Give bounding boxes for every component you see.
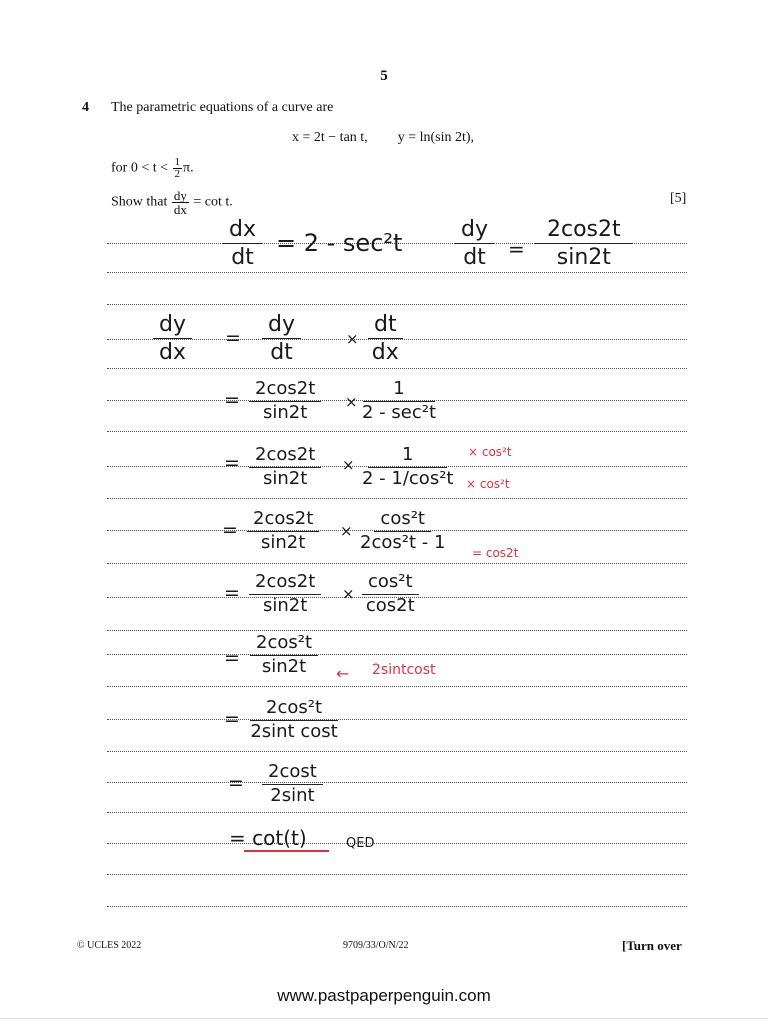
- equals-sign: =: [224, 389, 240, 411]
- answer-line: [107, 782, 687, 783]
- chain-dtdx-den: dx: [371, 340, 399, 366]
- answer-line: [107, 686, 687, 687]
- times-sign: ×: [342, 585, 355, 603]
- step3-b-fraction: [362, 380, 436, 423]
- times-sign: ×: [340, 522, 353, 540]
- dxdt-rhs: = 2 - sec²t: [276, 229, 403, 257]
- equals-sign: =: [224, 582, 240, 604]
- dydt-rhs-fraction: [535, 218, 633, 269]
- step3-a-den: sin2t: [262, 401, 308, 423]
- answer-line: [107, 272, 687, 273]
- step6-b-den: cos2t: [365, 594, 415, 616]
- dydt-rhs-num: 2cos2t: [535, 218, 633, 244]
- dydx-fraction: [153, 313, 192, 364]
- step4-b-fraction: [362, 446, 453, 489]
- answer-line: [107, 812, 687, 813]
- step5-b-num: cos²t: [374, 510, 431, 532]
- step4-b-den: 2 - 1/cos²t: [362, 467, 454, 489]
- answer-line: [107, 498, 687, 499]
- parametric-equations: [292, 130, 474, 146]
- equals-sign: =: [222, 519, 238, 541]
- answer-line: [107, 751, 687, 752]
- dy-dx-den: dx: [173, 202, 187, 217]
- step6-b-fraction: [362, 573, 419, 616]
- answer-line: [107, 368, 687, 369]
- step3-b-num: 1: [363, 380, 434, 402]
- annotation-eq-cos2t: = cos2t: [472, 546, 519, 560]
- equals-sign: =: [224, 708, 240, 730]
- answer-line: [107, 563, 687, 564]
- equals-sign: =: [228, 772, 244, 794]
- show-that-statement: [111, 189, 233, 216]
- dydt-fraction: [455, 218, 494, 269]
- step3-a-fraction: [249, 380, 321, 423]
- domain-prefix: for 0 < t <: [111, 160, 169, 176]
- dydx-num: dy: [153, 313, 192, 339]
- answer-underline: [244, 850, 329, 852]
- answer-line: [107, 630, 687, 631]
- copyright: © UCLES 2022: [77, 940, 142, 951]
- domain-fraction-den: 2: [174, 168, 181, 180]
- page-number: 5: [380, 68, 388, 84]
- answer-line: [107, 906, 687, 907]
- step3-a-num: 2cos2t: [249, 380, 321, 402]
- show-prefix: Show that: [111, 194, 168, 210]
- dxdt-num: dx: [223, 218, 262, 244]
- dydt-eq: =: [508, 237, 525, 261]
- domain-condition: [111, 157, 194, 180]
- annotation-2sintcost: 2sintcost: [372, 662, 436, 678]
- step4-a-den: sin2t: [262, 467, 308, 489]
- equals-sign: =: [224, 647, 240, 669]
- dydt-rhs-den: sin2t: [556, 245, 611, 271]
- step4-a-num: 2cos2t: [249, 446, 321, 468]
- step6-a-num: 2cos2t: [249, 573, 321, 595]
- question-number: 4: [82, 100, 89, 115]
- equals-sign: =: [224, 452, 240, 474]
- times-sign: ×: [346, 330, 359, 348]
- chain-dtdx-fraction: [368, 313, 403, 364]
- answer-line: [107, 304, 687, 305]
- chain-dydt-fraction: [262, 313, 301, 364]
- domain-fraction: [173, 157, 183, 180]
- dxdt-den: dt: [231, 245, 254, 271]
- marks-allocation: [5]: [670, 191, 687, 206]
- question-text: The parametric equations of a curve are: [111, 100, 334, 115]
- step6-a-fraction: [249, 573, 321, 616]
- step5-b-den: 2cos²t - 1: [360, 531, 446, 553]
- answer-line: [107, 874, 687, 875]
- step3-b-den: 2 - sec²t: [362, 401, 437, 423]
- equation-y: y = ln(sin 2t),: [397, 130, 475, 145]
- answer-line: [107, 431, 687, 432]
- step5-a-num: 2cos2t: [247, 510, 319, 532]
- step5-a-den: sin2t: [260, 531, 306, 553]
- step9-num: 2cost: [262, 763, 323, 785]
- watermark-url: www.pastpaperpenguin.com: [277, 986, 491, 1005]
- answer-line: [107, 654, 687, 655]
- paper-code: 9709/33/O/N/22: [343, 940, 409, 951]
- arrow-icon: ←: [336, 664, 350, 683]
- qed-mark: QED: [346, 836, 375, 851]
- chain-dydt-num: dy: [262, 313, 301, 339]
- dydt-den: dt: [463, 245, 486, 271]
- turn-over: [Turn over: [622, 938, 682, 953]
- step7-fraction: [250, 634, 318, 677]
- dy-dx-num: dy: [173, 188, 187, 203]
- step7-num: 2cos²t: [250, 634, 318, 656]
- bottom-divider: [0, 1018, 768, 1019]
- step4-a-fraction: [249, 446, 321, 489]
- equation-x: x = 2t − tan t,: [292, 130, 368, 145]
- step8-num: 2cos²t: [250, 699, 338, 721]
- domain-suffix: π.: [183, 160, 194, 176]
- dydx-den: dx: [159, 340, 186, 366]
- times-sign: ×: [345, 393, 358, 411]
- answer-line: [107, 719, 687, 720]
- annotation-times-cos2t: × cos²t: [468, 445, 512, 459]
- domain-fraction-num: 1: [174, 156, 181, 168]
- step9-fraction: [262, 763, 323, 806]
- step9-den: 2sint: [270, 784, 315, 806]
- step6-b-num: cos²t: [362, 573, 419, 595]
- dydt-num: dy: [455, 218, 494, 244]
- step7-den: sin2t: [261, 655, 307, 677]
- chain-dtdx-num: dt: [368, 313, 403, 339]
- annotation-times-cos2t: × cos²t: [466, 477, 510, 491]
- chain-dydt-den: dt: [270, 340, 293, 366]
- step6-a-den: sin2t: [262, 594, 308, 616]
- equals-sign: =: [225, 327, 241, 349]
- step4-b-num: 1: [368, 446, 447, 468]
- show-suffix: = cot t.: [193, 194, 233, 210]
- step8-den: 2sint cost: [250, 720, 338, 742]
- answer-line: [107, 843, 687, 844]
- dxdt-fraction: [223, 218, 262, 269]
- step5-b-fraction: [360, 510, 445, 553]
- times-sign: ×: [342, 456, 355, 474]
- dy-dx-fraction: [172, 189, 189, 216]
- final-answer: = cot(t): [229, 826, 307, 850]
- step5-a-fraction: [247, 510, 319, 553]
- step8-fraction: [250, 699, 338, 742]
